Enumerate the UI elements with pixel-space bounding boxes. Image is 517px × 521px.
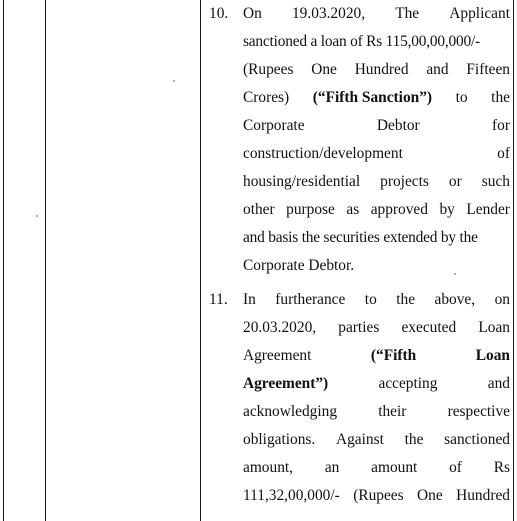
paragraph-number: 11. [209, 291, 228, 308]
text-line: sanctioned a loan of Rs 115,00,00,000/- [243, 33, 480, 50]
text-line: Agreement (“Fifth Loan [243, 342, 510, 370]
text-line: On 19.03.2020, The Applicant [243, 5, 510, 22]
text-line: other purpose as approved by Lender [243, 201, 510, 218]
text-line: 111,32,00,000/- (Rupees One Hundred [243, 487, 510, 504]
text-line: (Rupees One Hundred and Fifteen [243, 61, 510, 78]
text-line: construction/development of [243, 145, 510, 162]
text-line: 20.03.2020, parties executed Loan [243, 319, 510, 336]
table-column-divider [200, 0, 201, 521]
text-line: acknowledging their respective [243, 403, 510, 420]
text-line: amount, an amount of Rs [243, 459, 510, 476]
scan-speck [173, 80, 175, 82]
text-line: Agreement”) accepting and [243, 370, 510, 398]
text-line: and basis the securities extended by the [243, 229, 478, 246]
text-line: Corporate Debtor for [243, 117, 510, 134]
fifth-sanction-term: (“Fifth Sanction”) [312, 89, 433, 106]
text-line: obligations. Against the sanctioned [243, 431, 510, 448]
table-border-left [3, 0, 4, 521]
fifth-loan-term-mid: Loan [475, 347, 510, 364]
table-border-right [513, 0, 514, 521]
table-column-divider [45, 0, 46, 521]
paragraph-number: 10. [209, 5, 229, 22]
text-line: In furtherance to the above, on [243, 291, 510, 308]
text-line: housing/residential projects or such [243, 173, 510, 190]
scan-speck [36, 215, 38, 217]
text-line: Crores) (“Fifth Sanction”) to the [243, 84, 510, 112]
fifth-loan-term-end: Agreement”) [243, 375, 329, 392]
text-line: Corporate Debtor. [243, 257, 355, 274]
fifth-loan-term-start: (“Fifth [370, 347, 417, 364]
